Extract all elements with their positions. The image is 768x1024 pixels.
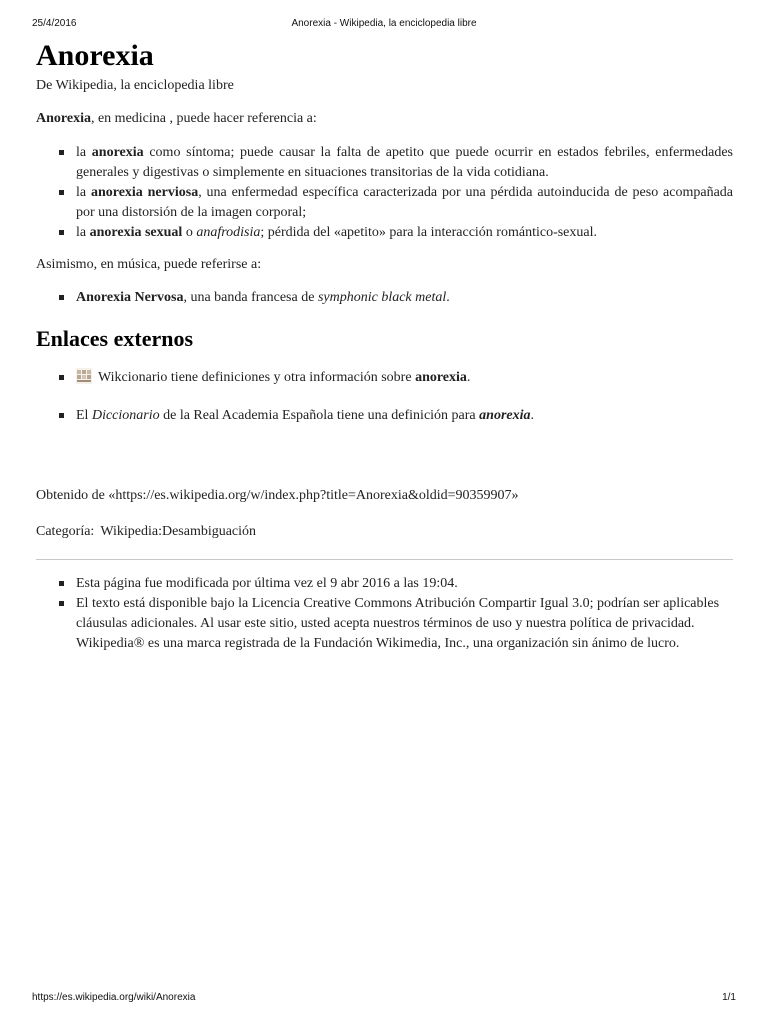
genre-link[interactable]: symphonic black metal bbox=[317, 290, 447, 305]
bullet-icon bbox=[59, 601, 64, 606]
print-url: https://es.wikipedia.org/wiki/Anorexia bbox=[32, 992, 196, 1003]
bullet-icon bbox=[59, 150, 64, 155]
trademark-text: Wikipedia® es una marca registrada de la Fundación Wikimedia, Inc., una organización sin ánimo de lucro. bbox=[76, 636, 680, 651]
external-links-list bbox=[36, 368, 733, 426]
list-item: la anorexia sexual o anafrodisia; pérdida del «apetito» para la interacción romántico-sexual. bbox=[36, 223, 733, 243]
wiktionary-term-link[interactable]: anorexia bbox=[415, 370, 467, 385]
article-content bbox=[36, 38, 733, 654]
wiktionary-link[interactable]: Wikcionario tiene definiciones y otra información sobre bbox=[98, 370, 416, 385]
list-item: Anorexia Nervosa, una banda francesa de symphonic black metal. bbox=[36, 288, 733, 308]
category-label[interactable]: Categoría: bbox=[36, 524, 95, 539]
footer-divider bbox=[36, 559, 733, 560]
license-text[interactable]: El texto está disponible bajo la Licencia Creative Commons Atribución Compartir Igual 3.0; podrían ser aplicables cláusulas adicionales. Al usar este sitio, usted acepta nuestros términos de uso y nuestra política de privacidad. bbox=[76, 596, 720, 631]
print-doc-title: Anorexia - Wikipedia, la enciclopedia libre bbox=[291, 18, 477, 29]
meanings-list bbox=[36, 143, 733, 243]
intro-term: Anorexia bbox=[36, 111, 91, 126]
intro-text: , en medicina , puede hacer referencia a: bbox=[90, 111, 317, 126]
list-item: la anorexia nerviosa, una enfermedad específica caracterizada por una pérdida autoinducida de peso acompañada por una distorsión de la imagen corporal; bbox=[36, 183, 733, 223]
footer-item-modified: Esta página fue modificada por última vez el 9 abr 2016 a las 19:04. bbox=[36, 574, 733, 594]
wiktionary-icon bbox=[76, 368, 92, 384]
category-line bbox=[36, 522, 733, 542]
term-link[interactable]: anorexia bbox=[91, 145, 144, 160]
footer-info-list bbox=[36, 574, 733, 654]
obtained-from[interactable]: Obtenido de «https://es.wikipedia.org/w/index.php?title=Anorexia&oldid=90359907» bbox=[36, 488, 519, 503]
print-header bbox=[32, 18, 736, 32]
footer-item-license bbox=[36, 594, 733, 654]
list-item: Wikcionario tiene definiciones y otra información sobre anorexia. bbox=[36, 368, 733, 388]
list-item: la anorexia como síntoma; puede causar la falta de apetito que puede ocurrir en estados febriles, enfermedades generales y digestivas o simplemente en situaciones transitorias de la vida cotidiana. bbox=[36, 143, 733, 183]
site-tagline: De Wikipedia, la enciclopedia libre bbox=[36, 78, 234, 93]
rae-term-link[interactable]: anorexia bbox=[479, 408, 531, 423]
term-link[interactable]: anafrodisia bbox=[196, 225, 261, 240]
page-title: Anorexia bbox=[36, 39, 154, 72]
music-list bbox=[36, 288, 733, 308]
section-heading-external-links: Enlaces externos bbox=[36, 326, 194, 351]
list-item: El Diccionario de la Real Academia Española tiene una definición para anorexia. bbox=[36, 406, 733, 426]
music-intro: Asimismo, en música, puede referirse a: bbox=[36, 257, 262, 272]
term-link[interactable]: anorexia sexual bbox=[89, 225, 183, 240]
band-link[interactable]: Anorexia Nervosa bbox=[76, 290, 184, 305]
rae-dictionary-link[interactable]: Diccionario bbox=[91, 408, 160, 423]
category-link[interactable]: Wikipedia:Desambiguación bbox=[100, 524, 257, 539]
bullet-icon bbox=[59, 413, 64, 418]
intro-paragraph bbox=[36, 109, 733, 129]
bullet-icon bbox=[59, 190, 64, 195]
term-link[interactable]: anorexia nerviosa bbox=[90, 185, 199, 200]
print-footer bbox=[32, 992, 736, 1006]
bullet-icon bbox=[59, 230, 64, 235]
bullet-icon bbox=[59, 375, 64, 380]
print-date: 25/4/2016 bbox=[32, 18, 77, 29]
print-page-count: 1/1 bbox=[722, 992, 736, 1003]
bullet-icon bbox=[59, 295, 64, 300]
bullet-icon bbox=[59, 581, 64, 586]
